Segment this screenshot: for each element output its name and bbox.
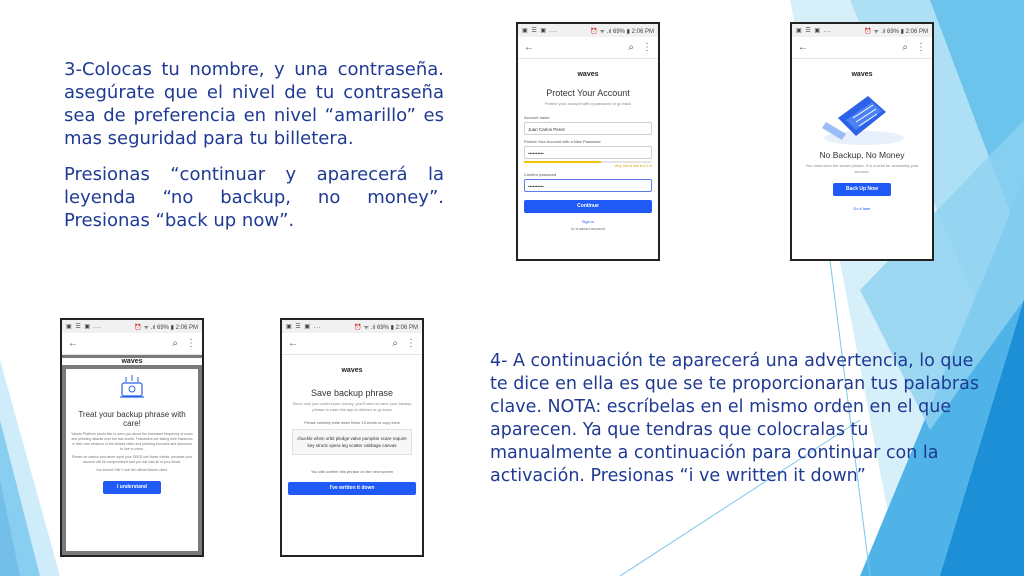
page-title: Protect Your Account: [546, 88, 630, 98]
waves-logo: waves: [577, 71, 599, 78]
waves-logo: waves: [851, 71, 873, 78]
page-subtitle: Since only you control your money, you'll need to save your backup phrase in case this app is deleted or go back: [292, 401, 412, 412]
warning-modal: [66, 369, 198, 551]
back-arrow-icon[interactable]: ←: [798, 42, 808, 53]
app-bar: [792, 37, 932, 59]
status-bar: [282, 320, 422, 333]
instructions-text: Please carefully write down these 15 words or copy them: [304, 421, 400, 425]
saved-account-text: to a saved account: [571, 226, 605, 231]
status-icons-right: ⏰ ᯤ .ıl 69% ▮ 2:06 PM: [864, 28, 928, 35]
status-bar: [62, 320, 202, 333]
account-name-field[interactable]: Juan Carlos Perez: [524, 122, 652, 135]
search-icon[interactable]: ⌕: [392, 338, 398, 349]
search-icon[interactable]: ⌕: [628, 42, 634, 53]
back-up-now-button[interactable]: Back Up Now: [833, 183, 891, 196]
modal-text-2: Please be careful and never input your SEED into these clients, because your account will be compromised and you will lose all of your funds.: [71, 455, 193, 464]
status-icons-left: ▣ ☰ ▣ ...: [522, 28, 558, 34]
search-icon[interactable]: ⌕: [902, 42, 908, 53]
status-icons-right: ⏰ ᯤ .ıl 69% ▮ 2:06 PM: [590, 28, 654, 35]
back-arrow-icon[interactable]: ←: [288, 338, 298, 349]
confirm-password-label: Confirm password: [524, 172, 557, 177]
search-icon[interactable]: ⌕: [172, 338, 178, 349]
page-title: No Backup, No Money: [819, 150, 905, 160]
confirm-password-field[interactable]: ••••••••••: [524, 179, 652, 192]
warning-illustration-icon: [117, 375, 147, 401]
status-icons-right: ⏰ ᯤ .ıl 69% ▮ 2:06 PM: [134, 324, 198, 331]
written-it-down-button[interactable]: I've written it down: [288, 482, 416, 495]
account-name-label: Account name: [524, 115, 550, 120]
password-label: Protect Your Account with a New Password: [524, 139, 601, 144]
status-icons-left: ▣ ☰ ▣ ...: [66, 324, 102, 330]
back-arrow-icon[interactable]: ←: [68, 338, 78, 349]
instructions-step-3: [64, 58, 444, 245]
app-bar: [518, 37, 658, 59]
status-icons-left: ▣ ☰ ▣ ...: [286, 324, 322, 330]
status-icons-left: ▣ ☰ ▣ ...: [796, 28, 832, 34]
screenshot-protect-account: [516, 22, 660, 261]
i-understand-button[interactable]: I understand: [103, 481, 161, 494]
password-strength-bar: [524, 161, 652, 163]
continue-button[interactable]: Continue: [524, 200, 652, 213]
back-arrow-icon[interactable]: ←: [524, 42, 534, 53]
password-field[interactable]: ••••••••••: [524, 146, 652, 159]
waves-logo: waves: [341, 367, 363, 374]
waves-logo: waves: [62, 358, 202, 365]
backup-phrase-words: chuckle when orbit pledge valve pumpkin scare require key struck opera leg scatter cabbage canvas: [292, 429, 412, 455]
page-subtitle: Protect your account with a password or go back: [544, 101, 632, 106]
page-subtitle: You must save the secret phrase. It is crucial for accessing your account.: [805, 163, 919, 174]
sign-in-link[interactable]: Sign in: [581, 219, 595, 224]
modal-text-1: Waves Platform would like to warn you about the increased frequency of scam and phishing attacks over the last month. Fraudsters are faking their instances in their own versions of the Waves client and phishing bonuses and discounts to lure in users.: [71, 432, 193, 451]
password-strength-text: Very, this is fine in 4.2 it!: [614, 164, 652, 168]
paper-illustration-icon: [798, 88, 926, 148]
app-bar: [62, 333, 202, 355]
step-4-text: 4- A continuación te aparecerá una advertencia, lo que te dice en ella es que se te proporcionaran tus palabras clave. NOTA: escríbelas en el mismo orden en el que aparecen. Ya que tendras que colocralas tu manualmente a continuación para continuar con la activación. Presionas “i ve written it down”: [490, 351, 979, 486]
more-vert-icon[interactable]: ⋮: [642, 42, 652, 53]
app-bar: [282, 333, 422, 355]
status-bar: [792, 24, 932, 37]
more-vert-icon[interactable]: ⋮: [186, 338, 196, 349]
more-vert-icon[interactable]: ⋮: [406, 338, 416, 349]
screenshot-no-backup: [790, 22, 934, 261]
modal-title: Treat your backup phrase with care!: [78, 410, 186, 428]
page-title: Save backup phrase: [310, 388, 394, 398]
status-bar: [518, 24, 658, 37]
modal-text-3: You should ONLY use the official Waves client.: [95, 468, 169, 472]
step-3-text: 3-Colocas tu nombre, y una contraseña. asegúrate que el nivel de tu contraseña sea de preferencia en nivel “amarillo” es mas seguridad para tu billetera.: [64, 59, 444, 149]
confirm-note: You will confirm this phrase on the next screen: [310, 469, 394, 474]
step-3-continue-text: Presionas “continuar y aparecerá la leyenda “no backup, no money”. Presionas “back up now”.: [64, 164, 444, 231]
more-vert-icon[interactable]: ⋮: [916, 42, 926, 53]
do-it-later-link[interactable]: Do it later: [853, 206, 871, 211]
status-icons-right: ⏰ ᯤ .ıl 69% ▮ 2:06 PM: [354, 324, 418, 331]
screenshot-save-backup-phrase: [280, 318, 424, 557]
modal-overlay: [62, 355, 202, 557]
screenshot-backup-warning: [60, 318, 204, 557]
